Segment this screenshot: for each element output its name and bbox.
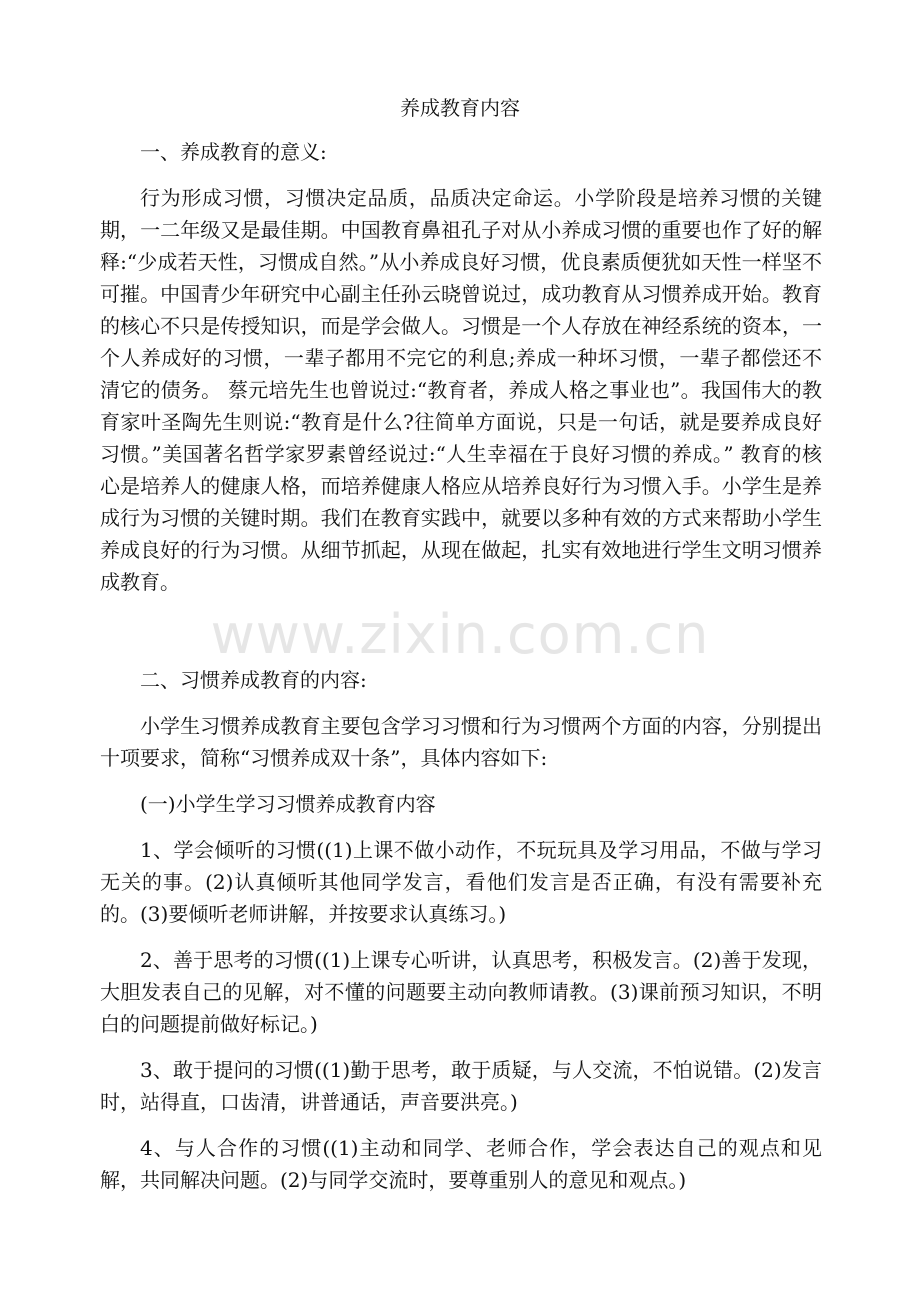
section2-intro: 小学生习惯养成教育主要包含学习习惯和行为习惯两个方面的内容，分别提出十项要求，简称“习惯养成双十条”，具体内容如下: [100, 714, 822, 770]
section1-paragraph: 行为形成习惯，习惯决定品质，品质决定命运。小学阶段是培养习惯的关键期，一二年级又是最佳期。中国教育鼻祖孔子对从小养成习惯的重要也作了好的解释:“少成若天性，习惯成自然。”从小养成良好习惯，优良素质便犹如天性一样坚不可摧。中国青少年研究中心副主任孙云晓曾说过，成功教育从习惯养成开始。教育的核心不只是传授知识，而是学会做人。习惯是一个人存放在神经系统的资本，一个人养成好的习惯，一辈子都用不完它的利息;养成一种坏习惯，一辈子都偿还不清它的债务。 蔡元培先生也曾说过:“教育者，养成人格之事业也”。我国伟大的教育家叶圣陶先生则说:“教育是什么?往简单方面说，只是一句话，就是要养成良好习惯。”美国著名哲学家罗素曾经说过:“人生幸福在于良好习惯的养成。” 教育的核心是培养人的健康人格，而培养健康人格应从培养良好行为习惯入手。小学生是养成行为习惯的关键时期。我们在教育实践中，就要以多种有效的方式来帮助小学生养成良好的行为习惯。从细节抓起，从现在做起，扎实有效地进行学生文明习惯养成教育。 [100, 186, 822, 594]
list-item-3: 3、敢于提问的习惯((1)勤于思考，敢于质疑，与人交流，不怕说错。(2)发言时，站得直，口齿清，讲普通话，声音要洪亮。) [100, 1058, 822, 1114]
list-item-2: 2、善于思考的习惯((1)上课专心听讲，认真思考，积极发言。(2)善于发现，大胆发表自己的见解，对不懂的问题要主动向教师请教。(3)课前预习知识，不明白的问题提前做好标记。) [100, 948, 822, 1036]
section1-heading: 一、养成教育的意义: [140, 140, 327, 164]
document-body [100, 136, 822, 1210]
subsection1-heading: (一)小学生学习习惯养成教育内容 [140, 792, 436, 816]
section2-heading: 二、习惯养成教育的内容: [140, 668, 367, 692]
list-item-1: 1、学会倾听的习惯((1)上课不做小动作，不玩玩具及学习用品，不做与学习无关的事。(2)认真倾听其他同学发言，看他们发言是否正确，有没有需要补充的。(3)要倾听老师讲解，并按要求认真练习。) [100, 838, 822, 926]
document-title: 养成教育内容 [400, 96, 520, 120]
list-item-4: 4、与人合作的习惯((1)主动和同学、老师合作，学会表达自己的观点和见解，共同解决问题。(2)与同学交流时，要尊重别人的意见和观点。) [100, 1136, 822, 1192]
watermark: www.zixin.com.cn [210, 603, 710, 666]
